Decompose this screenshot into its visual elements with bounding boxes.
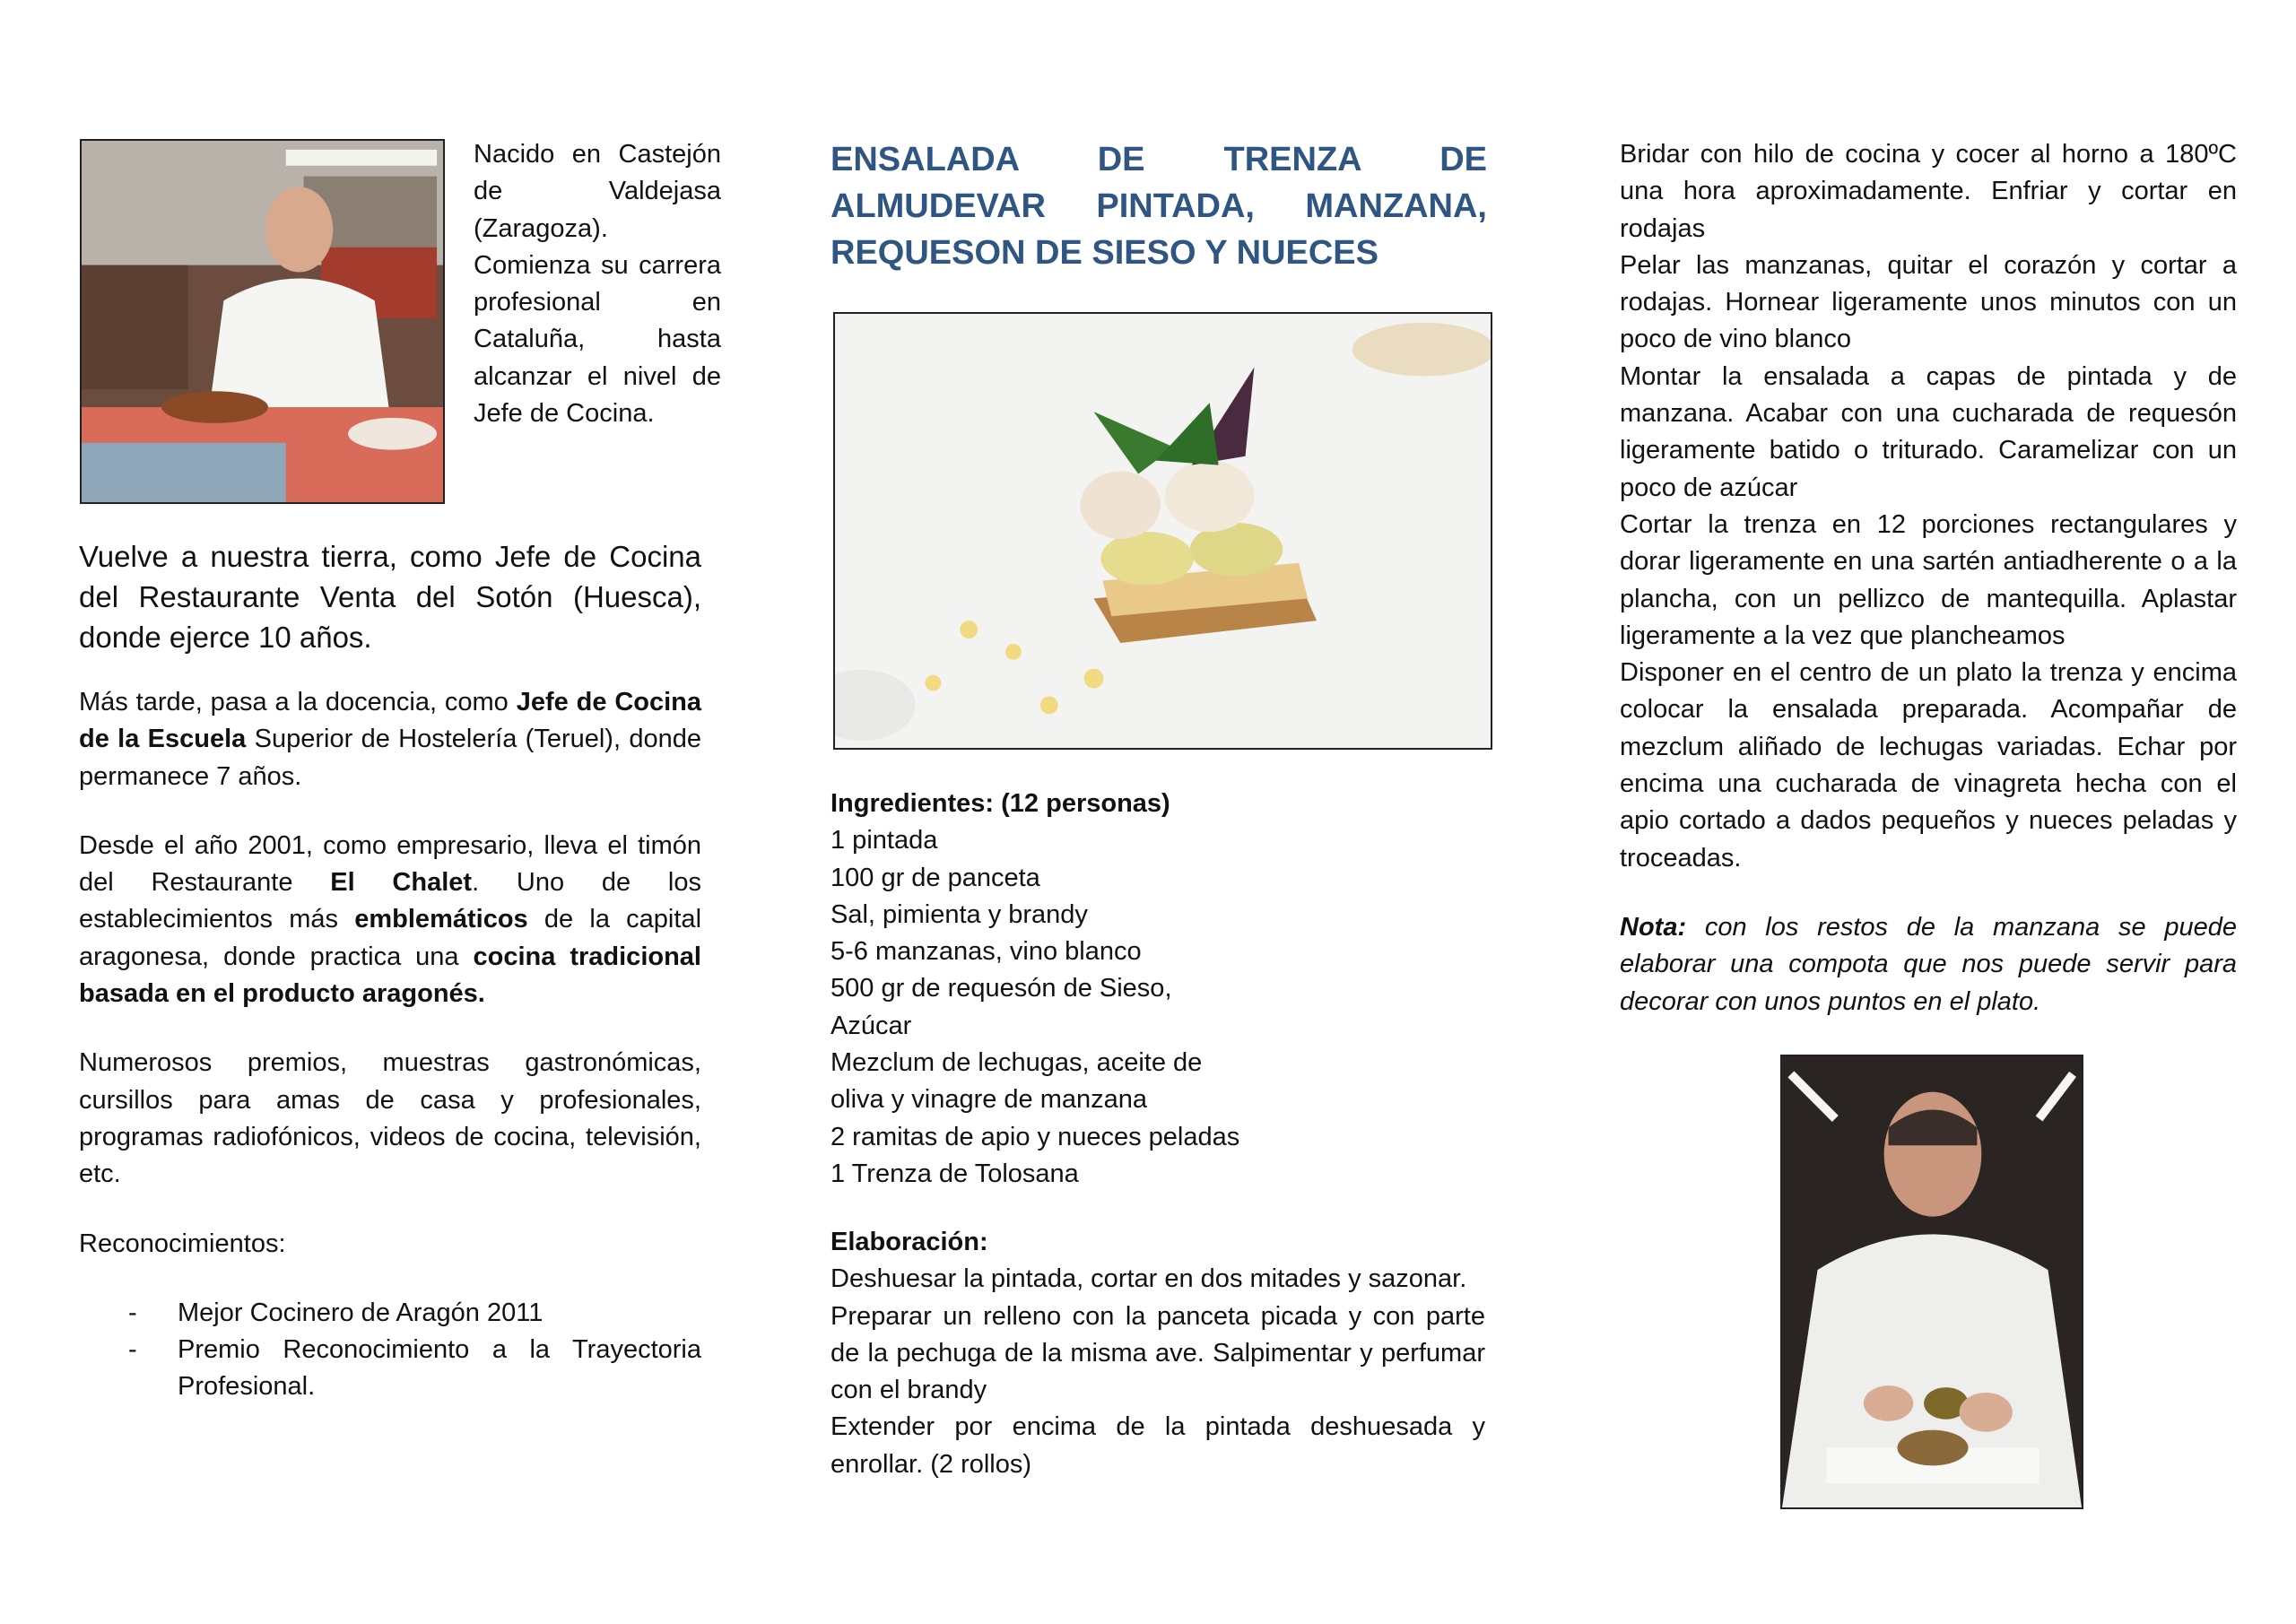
recipe-title: ENSALADA DE TRENZA DE ALMUDEVAR PINTADA, MANZANA, REQUESON DE SIESO Y NUECES — [831, 141, 1487, 272]
ingredient-item: 5-6 manzanas, vino blanco — [831, 937, 1142, 967]
elaboration-step: Preparar un relleno con la panceta picada y con parte de la pechuga de la misma ave. Salpimentar y perfumar con el brandy — [831, 1301, 1485, 1405]
ingredient-item: 100 gr de panceta — [831, 863, 1040, 892]
elaboration-heading: Elaboración: — [831, 1228, 988, 1256]
elaboration-step: Montar la ensalada a capas de pintada y de manzana. Acabar con una cucharada de requesón ligeramente batido o triturado. Caramelizar con un poco de azúcar — [1620, 361, 2237, 502]
ingredient-item: 500 gr de requesón de Sieso, — [831, 974, 1172, 1003]
chef-biography — [79, 536, 701, 1406]
awards-heading: Reconocimientos: — [79, 1229, 286, 1258]
ingredient-item: 2 ramitas de apio y nueces peladas — [831, 1122, 1240, 1151]
elaboration-step: Bridar con hilo de cocina y cocer al horno a 180ºC una hora aproximadamente. Enfriar y cortar en rodajas — [1620, 140, 2237, 243]
elaboration-step: Disponer en el centro de un plato la trenza y encima colocar la ensalada preparada. Acompañar de mezclum aliñado de lechugas variadas. Echar por encima una cucharada de vinagreta hecha con el apio cortado a dados pequeños y nueces peladas y troceadas. — [1620, 658, 2237, 873]
chef-kitchen-photo — [80, 139, 445, 504]
elaboration-step: Pelar las manzanas, quitar el corazón y cortar a rodajas. Hornear ligeramente unos minutos con un poco de vino blanco — [1620, 250, 2237, 354]
ingredients-heading: Ingredientes: (12 personas) — [831, 789, 1170, 818]
bio-paragraph-4: Numerosos premios, muestras gastronómicas, cursillos para amas de casa y profesionales, programas radiofónicos, videos de cocina, televisión, etc. — [79, 1048, 701, 1189]
elaboration-continued — [1620, 136, 2237, 1020]
award-item: - Premio Reconocimiento a la Trayectoria Profesional. — [79, 1332, 701, 1406]
elaboration-section — [831, 1224, 1485, 1483]
ingredient-item: 1 pintada — [831, 826, 938, 855]
ingredient-item: oliva y vinagre de manzana — [831, 1085, 1148, 1115]
dish-photo — [833, 312, 1492, 750]
note: Nota: con los restos de la manzana se puede elaborar una compota que nos puede servir para decorar con unos puntos en el plato. — [1620, 912, 2237, 1016]
ingredient-item: Sal, pimienta y brandy — [831, 899, 1088, 929]
elaboration-step: Deshuesar la pintada, cortar en dos mitades y sazonar. — [831, 1264, 1467, 1294]
ingredient-item: Azúcar — [831, 1011, 912, 1040]
elaboration-step: Cortar la trenza en 12 porciones rectangulares y dorar ligeramente en una sartén antiadherente o a la plancha, con un pellizco de mantequilla. Aplastar ligeramente a la vez que plancheamos — [1620, 509, 2237, 650]
ingredient-item: Mezclum de lechugas, aceite de — [831, 1048, 1203, 1078]
awards-list — [79, 1295, 701, 1406]
chef-plating-photo — [1780, 1055, 2083, 1509]
bio-paragraph-1: Vuelve a nuestra tierra, como Jefe de Cocina del Restaurante Venta del Sotón (Huesca), donde ejerce 10 años. — [79, 540, 701, 654]
chef-intro: Nacido en Castejón de Valdejasa (Zaragoza). Comienza su carrera profesional en Cataluña, hasta alcanzar el nivel de Jefe de Cocina. — [474, 140, 721, 429]
bio-paragraph-2: Más tarde, pasa a la docencia, como Jefe de Cocina de la Escuela Superior de Hostelería (Teruel), donde permanece 7 años. — [79, 688, 702, 791]
award-item: - Mejor Cocinero de Aragón 2011 — [79, 1295, 701, 1332]
bio-paragraph-3: Desde el año 2001, como empresario, lleva el timón del Restaurante El Chalet. Uno de los establecimientos más emblemáticos de la capital aragonesa, donde practica una cocina tradicional basada en el producto aragonés. — [79, 830, 702, 1009]
elaboration-step: Extender por encima de la pintada deshuesada y enrollar. (2 rollos) — [831, 1412, 1485, 1479]
ingredient-item: 1 Trenza de Tolosana — [831, 1159, 1079, 1188]
ingredients-section — [831, 786, 1494, 1193]
